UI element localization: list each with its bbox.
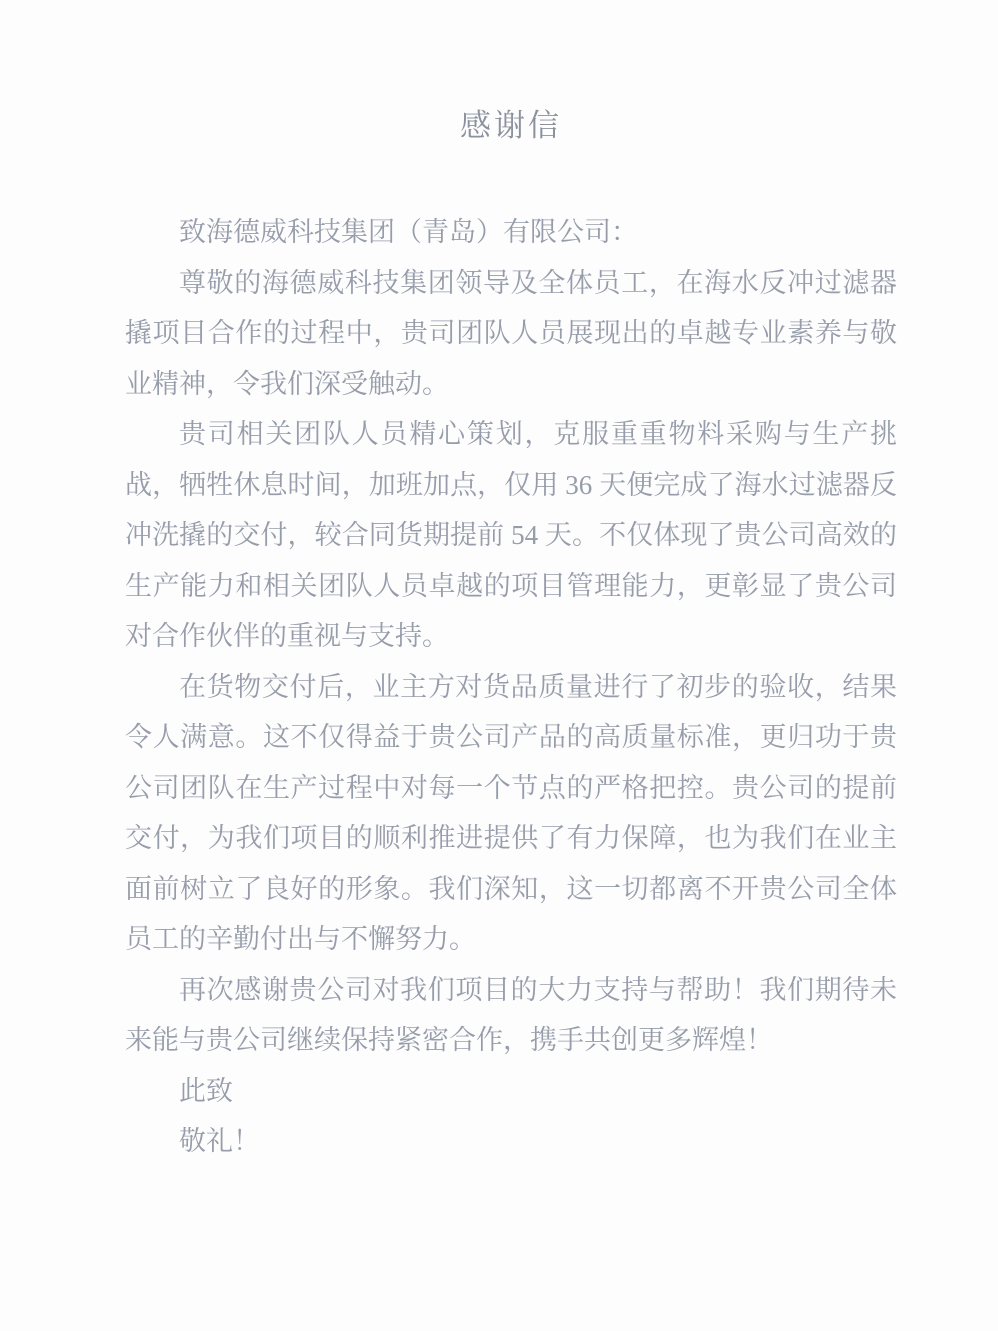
closing-salute: 敬礼！ — [179, 1126, 260, 1156]
paragraph: 再次感谢贵公司对我们项目的大力支持与帮助！我们期待未来能与贵公司继续保持紧密合作，携手共创更多辉煌！ — [125, 974, 897, 1055]
paragraph: 在货物交付后，业主方对货品质量进行了初步的验收，结果令人满意。这不仅得益于贵公司产品的高质量标准，更归功于贵公司团队在生产过程中对每一个节点的严格把控。贵公司的提前交付，为我们项目的顺利推进提供了有力保障，也为我们在业主面前树立了良好的形象。我们深知，这一切都离不开贵公司全体员工的辛勤付出与不懈努力。 — [125, 671, 897, 954]
paragraph: 贵司相关团队人员精心策划，克服重重物料采购与生产挑战，牺牲休息时间，加班加点，仅用 36 天便完成了海水过滤器反冲洗撬的交付，较合同货期提前 54 天。不仅体现了贵公司高效的生产能力和相关团队人员卓越的项目管理能力，更彰显了贵公司对合作伙伴的重视与支持。 — [125, 419, 897, 651]
letter — [125, 100, 897, 1167]
letter-title: 感谢信 — [460, 108, 562, 143]
recipient-line: 致海德威科技集团（青岛）有限公司： — [179, 217, 638, 247]
closing-cizhi: 此致 — [179, 1075, 233, 1106]
paragraph: 尊敬的海德威科技集团领导及全体员工，在海水反冲过滤器撬项目合作的过程中，贵司团队人员展现出的卓越专业素养与敬业精神，令我们深受触动。 — [125, 267, 897, 399]
letter-body — [125, 207, 897, 1167]
